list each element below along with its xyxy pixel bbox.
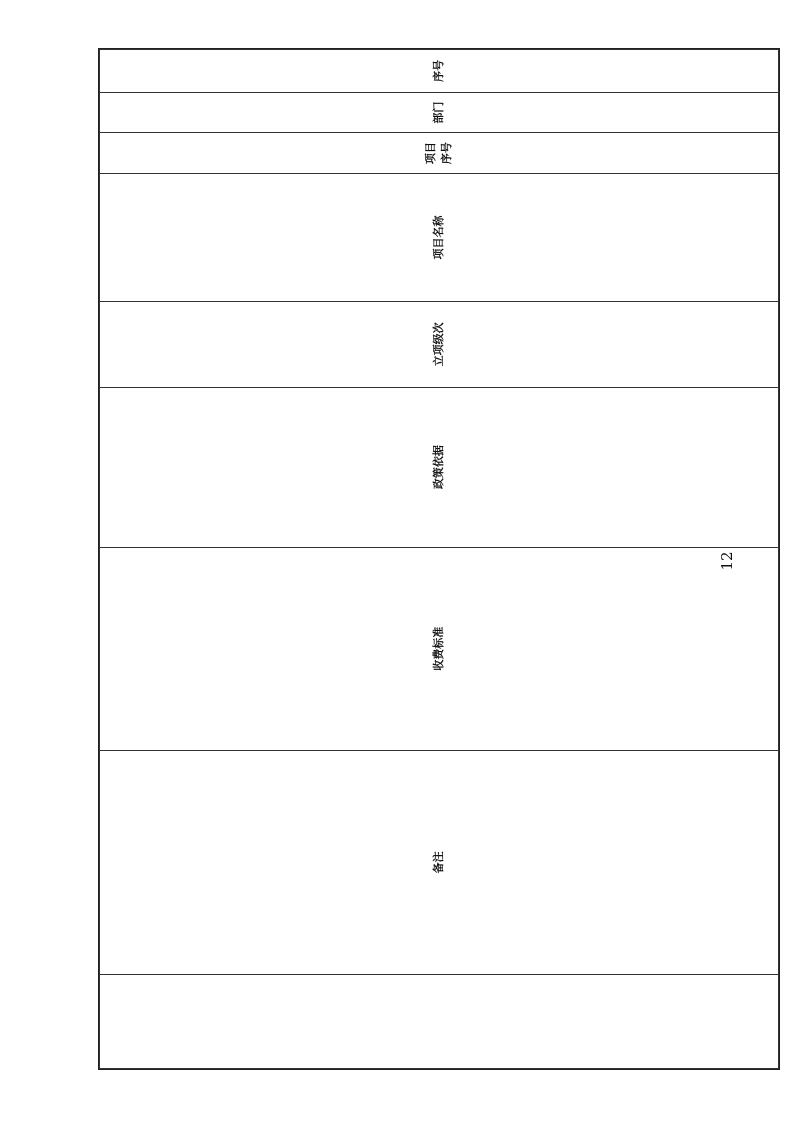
header-item-no: 项目序号 — [100, 133, 779, 174]
header-basis: 政策依据 — [100, 387, 779, 547]
header-dept: 部门 — [100, 92, 779, 133]
header-level: 立项级次 — [100, 302, 779, 387]
rotated-fee-table — [99, 49, 779, 1069]
header-standard: 收费标准 — [100, 547, 779, 750]
header-blank — [100, 975, 779, 1069]
header-name: 项目名称 — [100, 173, 779, 301]
page-number: 12 — [718, 551, 736, 571]
header-remark: 备注 — [100, 750, 779, 974]
header-seq: 序号 — [100, 50, 779, 93]
fee-table — [99, 49, 779, 1069]
header-row — [100, 50, 779, 1069]
